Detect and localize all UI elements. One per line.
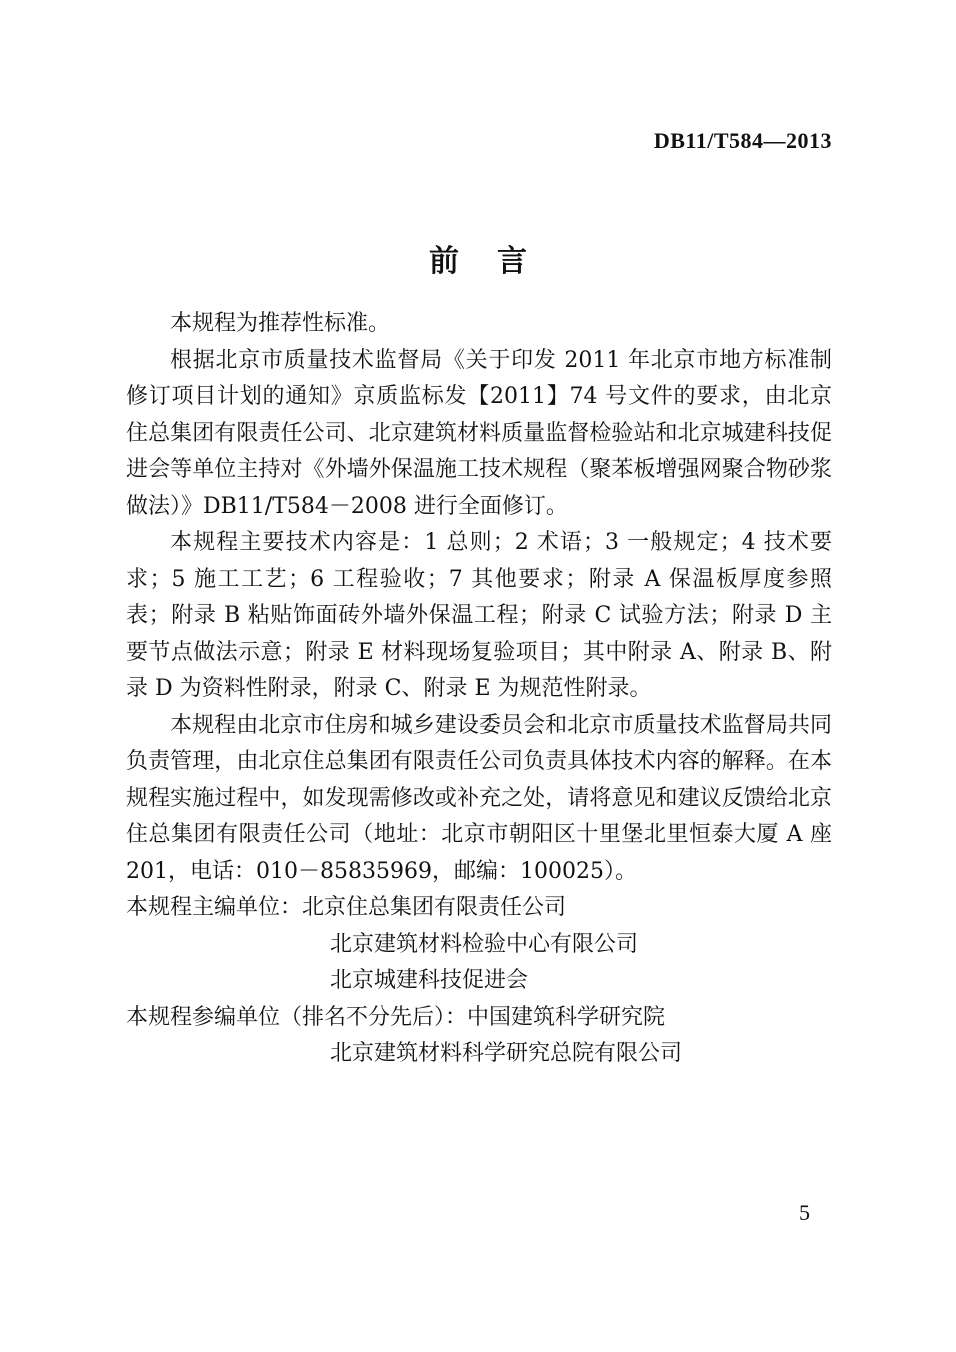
standard-code: DB11/T584—2013 [653,128,832,153]
chief-unit-row [126,890,832,927]
paragraph-standard-type: 本规程为推荐性标准。 [170,311,391,336]
paragraph-management: 本规程由北京市住房和城乡建设委员会和北京市质量技术监督局共同负责管理，由北京住总集团有限责任公司负责具体技术内容的解释。在本规程实施过程中，如发现需修改或补充之处，请将意见和建议反馈给北京住总集团有限责任公司（地址：北京市朝阳区十里堡北里恒泰大厦 A 座 201，电话：010－85835969，邮编：100025）。 [126,712,832,884]
participating-unit-item: 北京建筑材料科学研究总院有限公司 [330,1041,683,1066]
preface-body [126,306,832,1073]
participating-unit-item: 中国建筑科学研究院 [467,1004,666,1030]
editing-units [126,890,832,1073]
page-number: 5 [799,1200,810,1225]
paragraph-revision-basis: 根据北京市质量技术监督局《关于印发 2011 年北京市地方标准制修订项目计划的通知》京质监标发【2011】74 号文件的要求，由北京住总集团有限责任公司、北京建筑材料质量监督检验站和北京城建科技促进会等单位主持对《外墙外保温施工技术规程（聚苯板增强网聚合物砂浆做法）》DB11/T584－2008 进行全面修订。 [126,347,832,519]
participating-units-label: 本规程参编单位（排名不分先后）： [126,1004,468,1030]
participating-unit-row [126,1000,832,1037]
chief-unit-item: 北京城建科技促进会 [330,968,529,993]
chief-units-label: 本规程主编单位： [126,895,303,920]
paragraph-main-contents: 本规程主要技术内容是：1 总则；2 术语；3 一般规定；4 技术要求；5 施工工艺；6 工程验收；7 其他要求；附录 A 保温板厚度参照表；附录 B 粘贴饰面砖外墙外保温工程；附录 C 试验方法；附录 D 主要节点做法示意；附录 E 材料现场复验项目；其中附录 A、附录 B、附录 D 为资料性附录，附录 C、附录 E 为规范性附录。 [126,530,832,701]
chief-unit-item: 北京建筑材料检验中心有限公司 [330,931,639,957]
chief-unit-item: 北京住总集团有限责任公司 [302,895,567,920]
page-title: 前言 [429,244,565,279]
